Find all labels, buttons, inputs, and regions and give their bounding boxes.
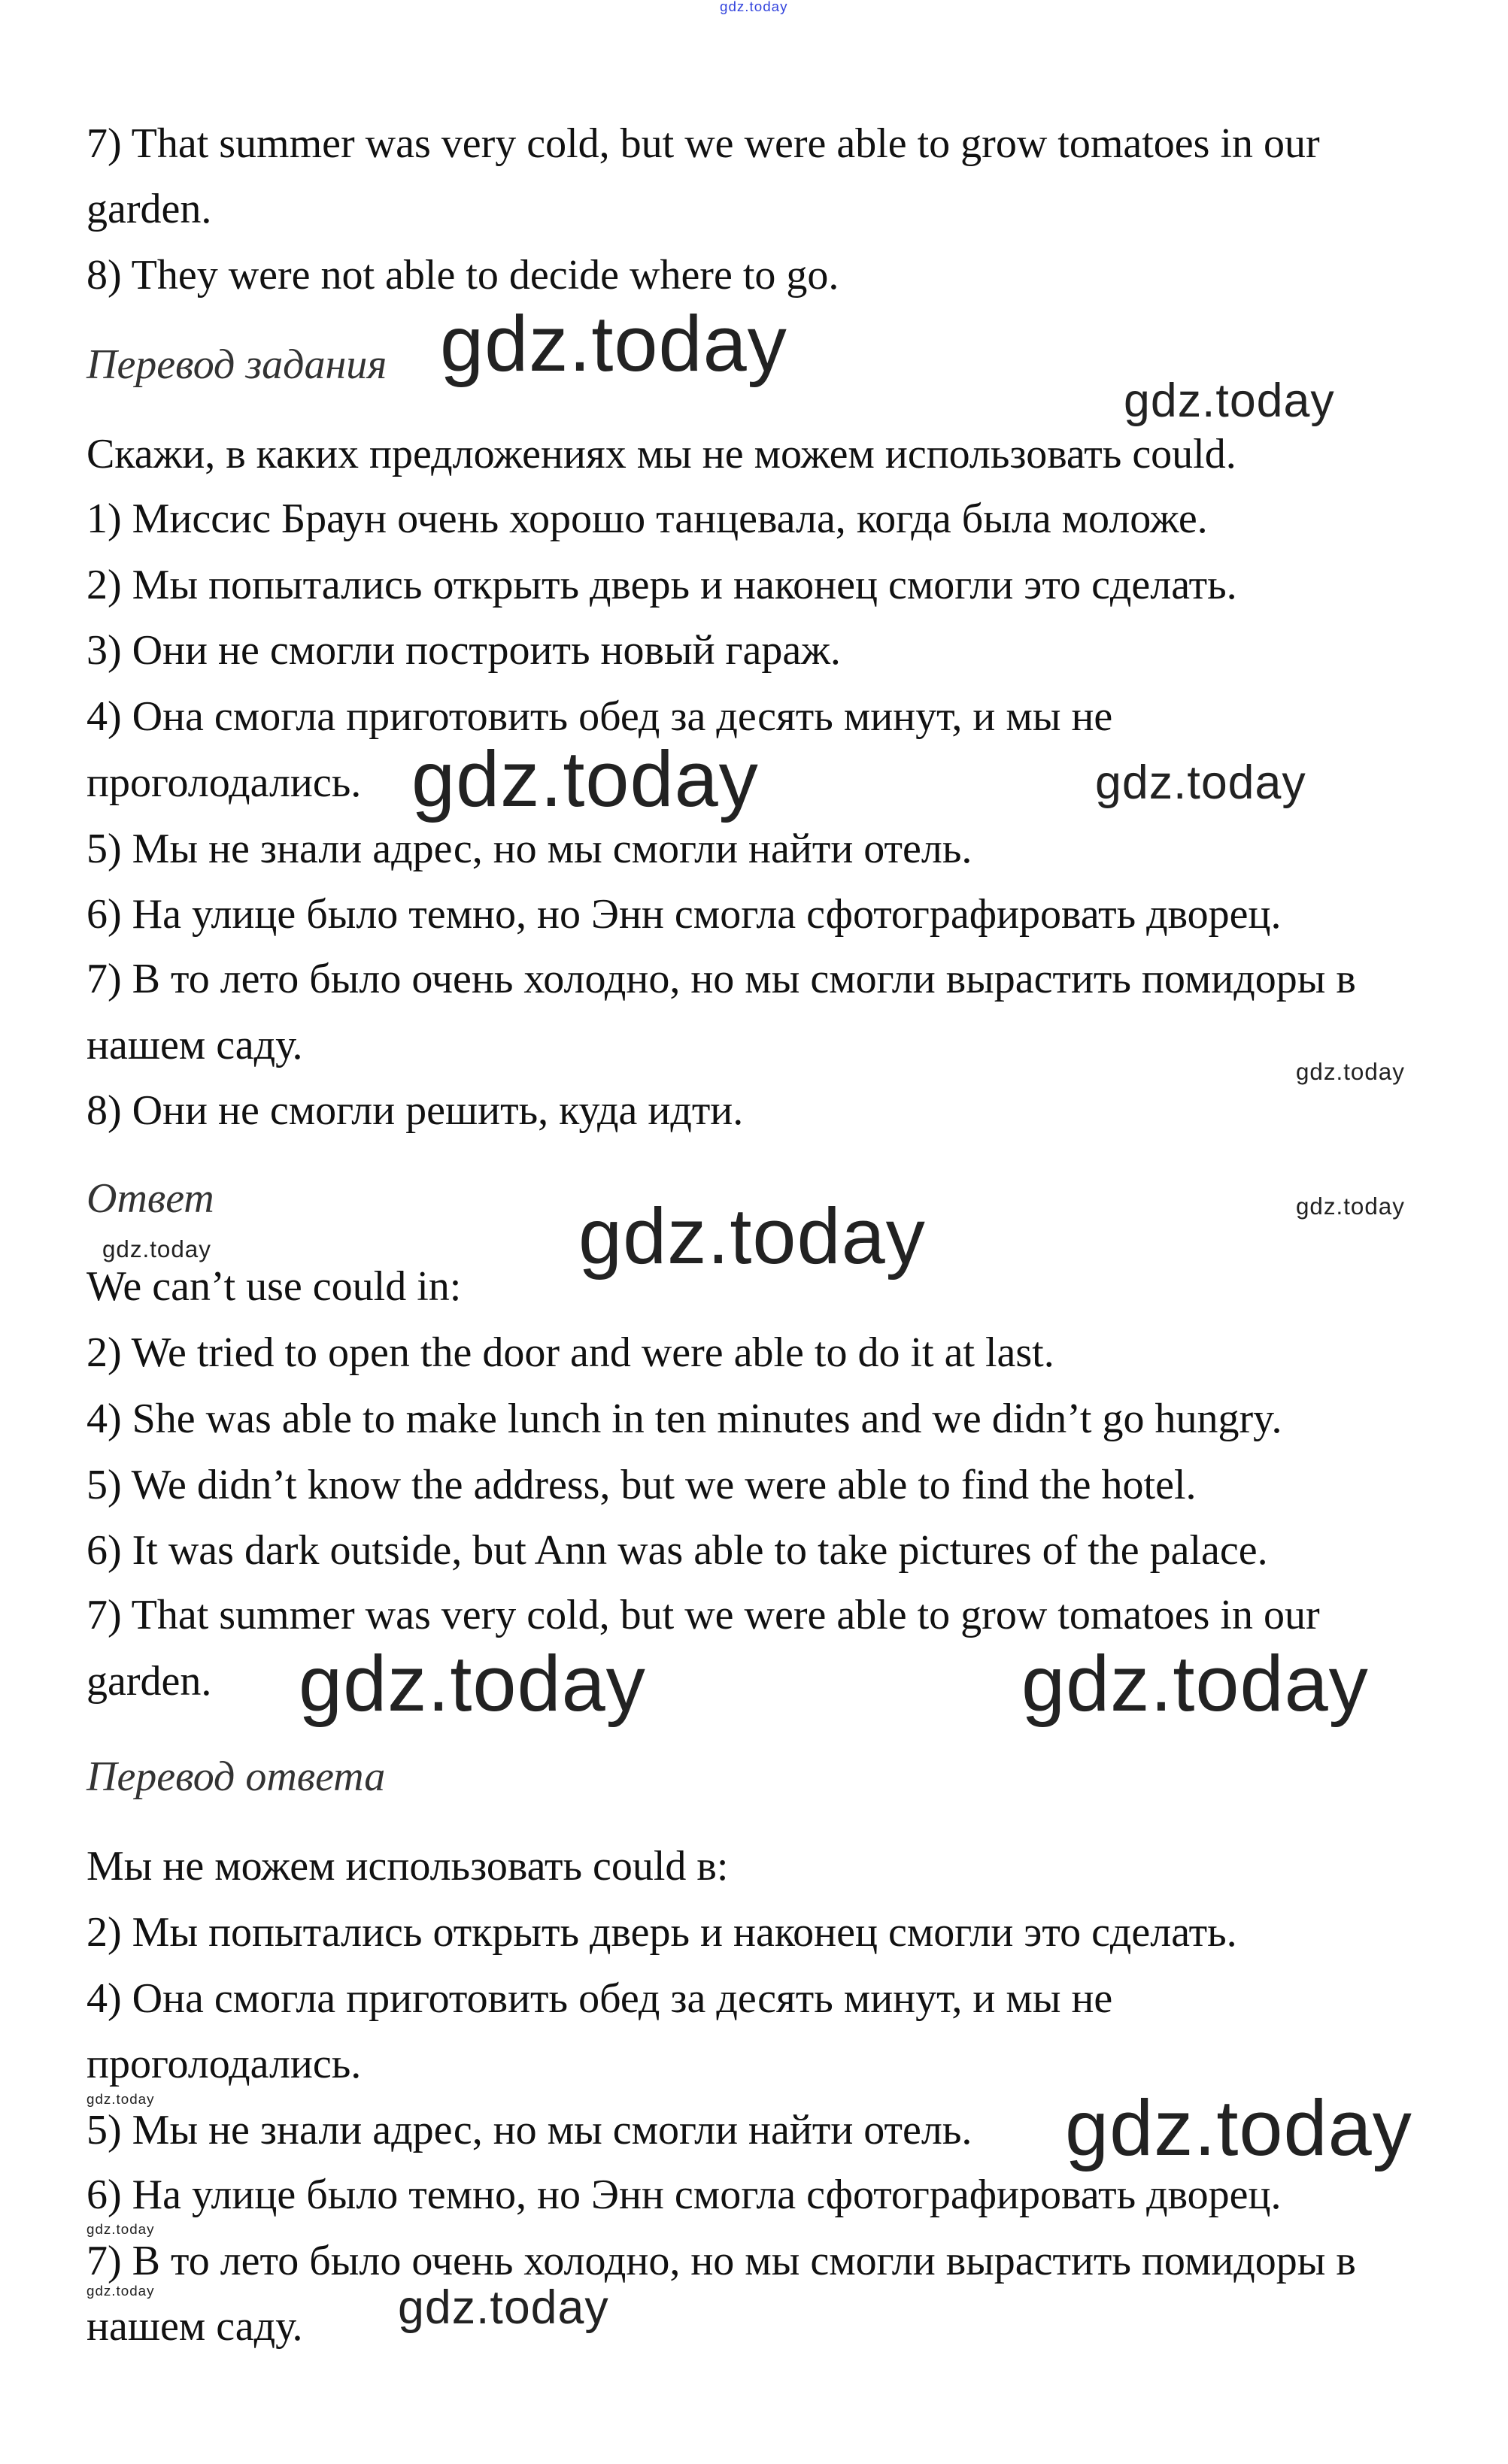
text-line: 2) Мы попытались открыть дверь и наконец смогли это сделать. — [86, 562, 1237, 608]
text-line: 8) They were not able to decide where to go. — [86, 252, 839, 299]
watermark: gdz.today — [1021, 1640, 1369, 1728]
text-line: 6) На улице было темно, но Энн смогла сфотографировать дворец. — [86, 2172, 1282, 2218]
text-line: проголодались. — [86, 759, 362, 806]
text-line: 7) That summer was very cold, but we were able to grow tomatoes in our — [86, 1592, 1320, 1638]
text-line: 3) Они не смогли построить новый гараж. — [86, 627, 841, 674]
watermark: gdz.today — [1296, 1059, 1405, 1085]
watermark: gdz.today — [86, 2221, 155, 2237]
watermark: gdz.today — [411, 735, 759, 823]
text-line: 7) В то лето было очень холодно, но мы смогли вырастить помидоры в — [86, 2238, 1356, 2284]
text-line: 4) Она смогла приготовить обед за десять минут, и мы не — [86, 693, 1113, 740]
watermark: gdz.today — [440, 300, 787, 388]
text-line: 7) That summer was very cold, but we were able to grow tomatoes in our — [86, 120, 1320, 167]
watermark: gdz.today — [102, 1236, 211, 1262]
watermark: gdz.today — [1124, 374, 1335, 427]
watermark: gdz.today — [1095, 756, 1306, 809]
text-line: 8) Они не смогли решить, куда идти. — [86, 1087, 744, 1134]
section-heading: Перевод ответа — [86, 1753, 386, 1800]
text-line: 2) Мы попытались открыть дверь и наконец смогли это сделать. — [86, 1909, 1237, 1956]
text-line: We can’t use could in: — [86, 1263, 462, 1310]
text-line: 5) Мы не знали адрес, но мы смогли найти отель. — [86, 2107, 972, 2153]
text-line: 1) Миссис Браун очень хорошо танцевала, когда была моложе. — [86, 496, 1208, 542]
text-line: Скажи, в каких предложениях мы не можем использовать could. — [86, 431, 1236, 477]
text-line: 6) На улице было темно, но Энн смогла сфотографировать дворец. — [86, 891, 1282, 938]
text-line: 4) Она смогла приготовить обед за десять минут, и мы не — [86, 1975, 1113, 2022]
section-heading: Перевод задания — [86, 341, 387, 388]
watermark: gdz.today — [86, 2091, 155, 2107]
watermark: gdz.today — [720, 0, 788, 14]
text-line: нашем саду. — [86, 2303, 303, 2350]
text-line: Мы не можем использовать could в: — [86, 1843, 729, 1890]
watermark: gdz.today — [398, 2281, 609, 2334]
watermark: gdz.today — [1296, 1193, 1405, 1220]
watermark: gdz.today — [86, 2283, 155, 2299]
text-line: 4) She was able to make lunch in ten minutes and we didn’t go hungry. — [86, 1396, 1282, 1442]
text-line: garden. — [86, 186, 212, 232]
watermark: gdz.today — [299, 1640, 646, 1728]
watermark: gdz.today — [578, 1193, 926, 1280]
text-line: нашем саду. — [86, 1022, 303, 1068]
text-line: 6) It was dark outside, but Ann was able to take pictures of the palace. — [86, 1527, 1268, 1574]
text-line: проголодались. — [86, 2041, 362, 2087]
text-line: garden. — [86, 1658, 212, 1705]
text-line: 5) We didn’t know the address, but we were able to find the hotel. — [86, 1462, 1197, 1508]
text-line: 7) В то лето было очень холодно, но мы смогли вырастить помидоры в — [86, 956, 1356, 1002]
text-line: 5) Мы не знали адрес, но мы смогли найти отель. — [86, 826, 972, 872]
section-heading: Ответ — [86, 1175, 214, 1222]
text-line: 2) We tried to open the door and were able to do it at last. — [86, 1329, 1054, 1376]
watermark: gdz.today — [1065, 2084, 1412, 2172]
